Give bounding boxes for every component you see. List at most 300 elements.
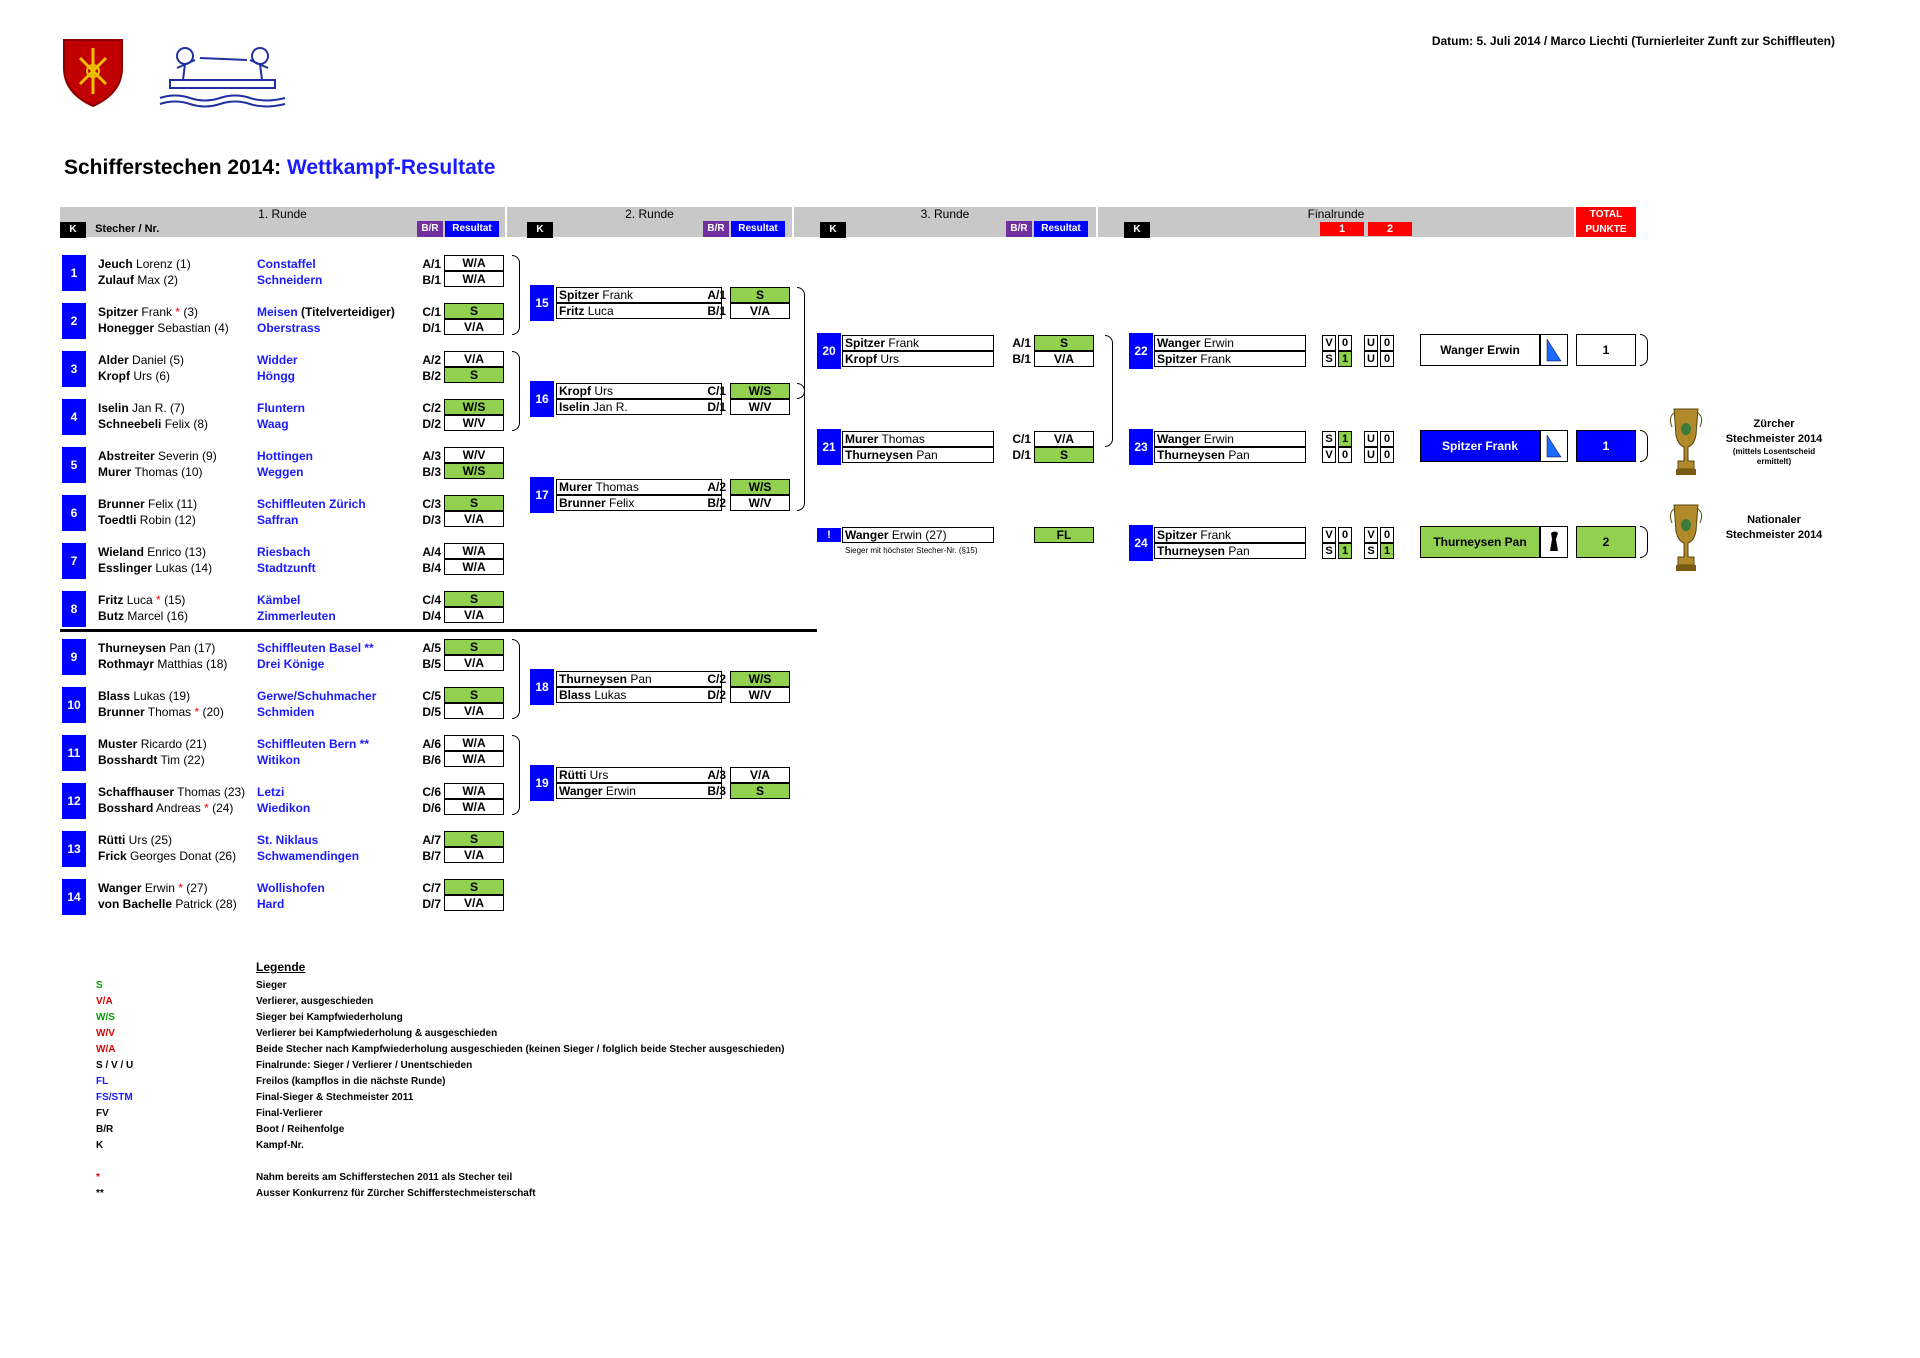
fencer-lastname: Rothmayr bbox=[98, 657, 155, 671]
legend-code: B/R bbox=[96, 1124, 114, 1135]
legend-desc: Freilos (kampflos in die nächste Runde) bbox=[256, 1076, 446, 1087]
result-cell: W/A bbox=[444, 559, 504, 575]
fencer-lastname: Blass bbox=[559, 688, 592, 702]
fencer-lastname: Toedtli bbox=[98, 513, 137, 527]
fencer-2 bbox=[98, 848, 236, 864]
fencer-firstname: Patrick (28) bbox=[175, 897, 237, 911]
fencer-lastname: Brunner bbox=[98, 705, 145, 719]
boat-position: D/1 bbox=[1012, 448, 1031, 462]
result-cell: S bbox=[444, 303, 504, 319]
guild-shield-logo bbox=[62, 38, 124, 108]
fencer-firstname: Lorenz (1) bbox=[136, 257, 191, 271]
result-cell: V/A bbox=[444, 511, 504, 527]
header-total: TOTAL PUNKTE bbox=[1576, 207, 1636, 237]
score-cell: 0 bbox=[1338, 447, 1352, 463]
boat-position: D/1 bbox=[422, 321, 441, 335]
final-winner: Spitzer Frank bbox=[1420, 430, 1540, 462]
fencer-2 bbox=[98, 416, 208, 432]
fencer-firstname: Urs bbox=[880, 352, 900, 366]
boat-position: D/2 bbox=[422, 417, 441, 431]
fencer-1 bbox=[1154, 527, 1306, 543]
result-cell: S bbox=[730, 783, 790, 799]
fencer-firstname: Thomas bbox=[147, 705, 192, 719]
fencer-2 bbox=[98, 656, 227, 672]
fencer-lastname: Blass bbox=[98, 689, 131, 703]
result-cell: V/A bbox=[444, 895, 504, 911]
score-cell: 1 bbox=[1338, 543, 1352, 559]
legend-desc: Final-Verlierer bbox=[256, 1108, 323, 1119]
fencer-firstname: Andreas bbox=[156, 801, 201, 815]
club-name: Schiffleuten Bern ** bbox=[257, 737, 370, 751]
result-cell: V/A bbox=[730, 767, 790, 783]
fencer-2 bbox=[98, 704, 224, 720]
page-title: Schifferstechen 2014: Wettkampf-Resultate bbox=[64, 156, 496, 179]
champion-title: Zürcher Stechmeister 2014 (mittels Losentscheid ermittelt) bbox=[1725, 418, 1823, 466]
legend-code: K bbox=[96, 1140, 104, 1151]
match-number: 5 bbox=[62, 447, 86, 483]
fencer-firstname: Luca bbox=[587, 304, 614, 318]
match-number: 17 bbox=[530, 477, 554, 513]
fencer-firstname: Jan R. bbox=[593, 400, 628, 414]
score-cell: U bbox=[1364, 447, 1378, 463]
fencer-firstname: Frank bbox=[888, 336, 920, 350]
fencer-lastname: Bosshard bbox=[98, 801, 154, 815]
result-cell: V/A bbox=[444, 655, 504, 671]
fencer-number: (15) bbox=[164, 593, 186, 607]
match-number: 12 bbox=[62, 783, 86, 819]
fencer-lastname: Wanger bbox=[1157, 336, 1201, 350]
fencer-number: (20) bbox=[202, 705, 224, 719]
club-2: Zimmerleuten bbox=[257, 609, 336, 623]
fencer-firstname: Lukas (14) bbox=[155, 561, 213, 575]
club-1 bbox=[257, 736, 369, 752]
boat-position: A/1 bbox=[707, 288, 726, 302]
lions-jousting-logo bbox=[155, 38, 290, 108]
match-number: 16 bbox=[530, 381, 554, 417]
group-divider bbox=[60, 629, 817, 632]
boat-position: B/7 bbox=[422, 849, 441, 863]
match-number: 19 bbox=[530, 765, 554, 801]
trophy-icon bbox=[1668, 405, 1704, 477]
boat-position: B/3 bbox=[707, 784, 726, 798]
boat-position: A/7 bbox=[422, 833, 441, 847]
bye-marker: ! bbox=[817, 528, 841, 542]
fencer-firstname: Robin (12) bbox=[139, 513, 196, 527]
fencer-lastname: Schaffhauser bbox=[98, 785, 175, 799]
boat-position: A/1 bbox=[1012, 336, 1031, 350]
match-number: 4 bbox=[62, 399, 86, 435]
boat-position: A/1 bbox=[422, 257, 441, 271]
result-cell: S bbox=[444, 639, 504, 655]
fencer-1 bbox=[98, 784, 245, 800]
result-cell: W/A bbox=[444, 255, 504, 271]
fencer-lastname: Wanger bbox=[559, 784, 603, 798]
fencer-firstname: Urs (6) bbox=[133, 369, 171, 383]
total-points: 1 bbox=[1576, 334, 1636, 366]
boat-position: A/3 bbox=[422, 449, 441, 463]
fencer-firstname: Urs (25) bbox=[128, 833, 173, 847]
fencer-lastname: Murer bbox=[845, 432, 879, 446]
club-2: Höngg bbox=[257, 369, 295, 383]
match-number: 21 bbox=[817, 429, 841, 465]
boat-position: C/1 bbox=[707, 384, 726, 398]
club-name: Gerwe/Schuhmacher bbox=[257, 689, 377, 703]
club-name: Fluntern bbox=[257, 401, 305, 415]
match-number: 11 bbox=[62, 735, 86, 771]
fencer-firstname: Frank bbox=[1200, 352, 1232, 366]
champion-title: Nationaler Stechmeister 2014 bbox=[1725, 514, 1823, 541]
fencer-firstname: Tim (22) bbox=[160, 753, 205, 767]
match-number: 13 bbox=[62, 831, 86, 867]
boat-position: A/2 bbox=[422, 353, 441, 367]
fencer-2 bbox=[98, 560, 212, 576]
final-winner: Wanger Erwin bbox=[1420, 334, 1540, 366]
fencer-lastname: Jeuch bbox=[98, 257, 133, 271]
result-cell: S bbox=[444, 831, 504, 847]
match-number: 23 bbox=[1129, 429, 1153, 465]
result-cell: W/A bbox=[444, 783, 504, 799]
score-cell: 0 bbox=[1380, 447, 1394, 463]
fencer-lastname: Thurneysen bbox=[98, 641, 167, 655]
fencer-lastname: Abstreiter bbox=[98, 449, 155, 463]
score-cell: V bbox=[1322, 335, 1336, 351]
fencer-firstname: Luca bbox=[126, 593, 153, 607]
fencer-lastname: Spitzer bbox=[1157, 352, 1198, 366]
fencer-2 bbox=[98, 512, 196, 528]
total-points: 1 bbox=[1576, 430, 1636, 462]
score-cell: U bbox=[1364, 335, 1378, 351]
club-name: Letzi bbox=[257, 785, 285, 799]
score-cell: 1 bbox=[1338, 351, 1352, 367]
fencer-1 bbox=[556, 479, 722, 495]
legend-code: S / V / U bbox=[96, 1060, 134, 1071]
boat-position: C/1 bbox=[422, 305, 441, 319]
fencer-firstname: Felix (11) bbox=[148, 497, 198, 511]
header-runde1: 1. Runde bbox=[60, 207, 505, 221]
club-name: Kämbel bbox=[257, 593, 301, 607]
fencer-2 bbox=[98, 752, 205, 768]
club-2: Waag bbox=[257, 417, 289, 431]
fencer-firstname: Thomas bbox=[595, 480, 639, 494]
fencer-lastname: Kropf bbox=[845, 352, 877, 366]
club-1 bbox=[257, 832, 318, 848]
fencer-lastname: Fritz bbox=[559, 304, 585, 318]
boat-position: D/2 bbox=[707, 688, 726, 702]
fencer-firstname: Pan bbox=[630, 672, 652, 686]
result-cell: W/V bbox=[730, 495, 790, 511]
result-cell: FL bbox=[1034, 527, 1094, 543]
boat-position: C/2 bbox=[707, 672, 726, 686]
club-1 bbox=[257, 448, 313, 464]
result-cell: W/A bbox=[444, 751, 504, 767]
legend-desc: Verlierer, ausgeschieden bbox=[256, 996, 374, 1007]
boat-position: A/5 bbox=[422, 641, 441, 655]
fencer-2 bbox=[98, 800, 233, 816]
boat-position: D/6 bbox=[422, 801, 441, 815]
bracket-brace bbox=[1640, 334, 1648, 366]
bracket-brace bbox=[1105, 335, 1113, 447]
match-number: 15 bbox=[530, 285, 554, 321]
result-cell: S bbox=[1034, 447, 1094, 463]
boat-position: C/3 bbox=[422, 497, 441, 511]
fencer-lastname: Frick bbox=[98, 849, 127, 863]
score-cell: 0 bbox=[1380, 335, 1394, 351]
boat-position: B/3 bbox=[422, 465, 441, 479]
bracket-brace bbox=[512, 255, 520, 335]
score-cell: 1 bbox=[1380, 543, 1394, 559]
match-number: 6 bbox=[62, 495, 86, 531]
fencer-firstname: Ricardo (21) bbox=[140, 737, 207, 751]
fencer-1 bbox=[556, 383, 722, 399]
fencer-1 bbox=[98, 880, 208, 896]
fencer-lastname: Schneebeli bbox=[98, 417, 162, 431]
fencer-1 bbox=[98, 736, 207, 752]
final-winner: Thurneysen Pan bbox=[1420, 526, 1540, 558]
legend-code: FS/STM bbox=[96, 1092, 133, 1103]
fencer-1 bbox=[556, 767, 722, 783]
fencer-2 bbox=[98, 272, 178, 288]
club-name: Schiffleuten Zürich bbox=[257, 497, 366, 511]
legend-desc: Beide Stecher nach Kampfwiederholung ausgeschieden (keinen Sieger / folglich beide Stecher ausgeschieden) bbox=[256, 1044, 785, 1055]
fencer-1 bbox=[842, 431, 994, 447]
club-1 bbox=[257, 256, 316, 272]
boat-position: C/5 bbox=[422, 689, 441, 703]
legend-code: FV bbox=[96, 1108, 109, 1119]
legend-code: W/S bbox=[96, 1012, 115, 1023]
fencer-lastname: Spitzer bbox=[1157, 528, 1198, 542]
fencer-firstname: Lukas bbox=[594, 688, 627, 702]
fencer-firstname: Erwin bbox=[1203, 432, 1234, 446]
fencer-1 bbox=[98, 496, 197, 512]
fencer-2 bbox=[98, 464, 203, 480]
boat-position: D/7 bbox=[422, 897, 441, 911]
fencer-lastname: Murer bbox=[98, 465, 132, 479]
match-number: 3 bbox=[62, 351, 86, 387]
fencer-1 bbox=[98, 448, 217, 464]
club-1 bbox=[257, 544, 310, 560]
fencer-firstname: Frank bbox=[602, 288, 634, 302]
club-name: Widder bbox=[257, 353, 298, 367]
score-cell: U bbox=[1364, 431, 1378, 447]
club-1 bbox=[257, 784, 284, 800]
result-cell: V/A bbox=[444, 847, 504, 863]
legend-code: W/A bbox=[96, 1044, 116, 1055]
fencer-lastname: Zulauf bbox=[98, 273, 134, 287]
fencer-firstname: Erwin bbox=[144, 881, 175, 895]
legend-title: Legende bbox=[256, 960, 306, 974]
fencer-firstname: Urs bbox=[594, 384, 614, 398]
fencer-1 bbox=[98, 688, 190, 704]
fencer-2 bbox=[556, 399, 722, 415]
fencer-firstname: Lukas (19) bbox=[133, 689, 191, 703]
boat-position: C/6 bbox=[422, 785, 441, 799]
club-name: Constaffel bbox=[257, 257, 316, 271]
result-cell: W/S bbox=[444, 399, 504, 415]
legend-code: * bbox=[96, 1172, 100, 1183]
fencer-2 bbox=[98, 320, 229, 336]
legend-code: V/A bbox=[96, 996, 113, 1007]
club-2: Schmiden bbox=[257, 705, 315, 719]
fencer-1 bbox=[556, 671, 722, 687]
bracket-brace bbox=[1640, 526, 1648, 558]
bracket-brace bbox=[512, 351, 520, 431]
boat-position: A/6 bbox=[422, 737, 441, 751]
boat-position: D/4 bbox=[422, 609, 441, 623]
boat-position: D/1 bbox=[707, 400, 726, 414]
fencer-2 bbox=[556, 687, 722, 703]
legend-code: ** bbox=[96, 1188, 104, 1199]
boat-position: A/3 bbox=[707, 768, 726, 782]
fencer-firstname: Max (2) bbox=[137, 273, 179, 287]
club-2: Schneidern bbox=[257, 273, 323, 287]
club-name: Wollishofen bbox=[257, 881, 325, 895]
fencer-firstname: Pan bbox=[1228, 448, 1250, 462]
fencer-1 bbox=[98, 256, 191, 272]
fencer-1 bbox=[98, 544, 206, 560]
fencer-lastname: Muster bbox=[98, 737, 138, 751]
club-1 bbox=[257, 496, 366, 512]
fencer-firstname: Georges Donat (26) bbox=[130, 849, 237, 863]
fencer-1 bbox=[556, 287, 722, 303]
result-cell: V/A bbox=[444, 703, 504, 719]
fencer-2 bbox=[98, 896, 237, 912]
legend-desc: Verlierer bei Kampfwiederholung & ausgeschieden bbox=[256, 1028, 498, 1039]
fencer-lastname: Wanger bbox=[845, 528, 889, 542]
result-cell: W/S bbox=[444, 463, 504, 479]
result-cell: S bbox=[444, 687, 504, 703]
result-cell: S bbox=[444, 591, 504, 607]
fencer-firstname: Marcel (16) bbox=[127, 609, 189, 623]
legend-desc: Sieger bei Kampfwiederholung bbox=[256, 1012, 403, 1023]
fencer-2 bbox=[1154, 543, 1306, 559]
club-2: Saffran bbox=[257, 513, 299, 527]
fencer-1 bbox=[1154, 431, 1306, 447]
fencer-lastname: Spitzer bbox=[98, 305, 139, 319]
boat-position: B/2 bbox=[422, 369, 441, 383]
veteran-mark: * bbox=[200, 801, 213, 815]
fencer-lastname: Wanger bbox=[1157, 432, 1201, 446]
club-2: Weggen bbox=[257, 465, 304, 479]
fencer-lastname: Thurneysen bbox=[1157, 544, 1226, 558]
veteran-mark: * bbox=[172, 305, 184, 319]
fencer-number: (24) bbox=[212, 801, 234, 815]
club-2: Schwamendingen bbox=[257, 849, 360, 863]
legend-code: S bbox=[96, 980, 103, 991]
score-cell: 0 bbox=[1338, 335, 1352, 351]
zurich-flag-icon bbox=[1540, 430, 1568, 462]
result-cell: W/V bbox=[444, 447, 504, 463]
fencer-2 bbox=[556, 495, 722, 511]
subheader-runde1: K Stecher / Nr. B/R Resultat bbox=[60, 221, 505, 237]
fencer-lastname: Butz bbox=[98, 609, 124, 623]
score-cell: 0 bbox=[1380, 527, 1394, 543]
match-number: 7 bbox=[62, 543, 86, 579]
club-name: Hottingen bbox=[257, 449, 313, 463]
boat-position: B/1 bbox=[1012, 352, 1031, 366]
fencer-firstname: Pan (17) bbox=[169, 641, 216, 655]
match-number: 8 bbox=[62, 591, 86, 627]
legend-desc: Sieger bbox=[256, 980, 287, 991]
header-finalrunde: Finalrunde bbox=[1098, 207, 1574, 221]
date-line: Datum: 5. Juli 2014 / Marco Liechti (Turnierleiter Zunft zur Schiffleuten) bbox=[1431, 34, 1835, 48]
score-cell: 0 bbox=[1380, 431, 1394, 447]
result-cell: S bbox=[444, 879, 504, 895]
result-cell: W/A bbox=[444, 735, 504, 751]
fencer-1 bbox=[98, 352, 184, 368]
legend-desc: Nahm bereits am Schifferstechen 2011 als Stecher teil bbox=[256, 1172, 513, 1183]
result-cell: W/V bbox=[730, 687, 790, 703]
result-cell: S bbox=[1034, 335, 1094, 351]
result-cell: S bbox=[730, 287, 790, 303]
fencer-firstname: Frank bbox=[141, 305, 173, 319]
boat-position: A/2 bbox=[707, 480, 726, 494]
legend-desc: Ausser Konkurrenz für Zürcher Schifferstechmeisterschaft bbox=[256, 1188, 536, 1199]
legend-desc: Boot / Reihenfolge bbox=[256, 1124, 345, 1135]
boat-position: B/4 bbox=[422, 561, 441, 575]
match-number: 22 bbox=[1129, 333, 1153, 369]
fencer-number: (3) bbox=[183, 305, 199, 319]
club-2: Witikon bbox=[257, 753, 301, 767]
bye-note: Sieger mit höchster Stecher-Nr. (§15) bbox=[845, 546, 978, 555]
fencer-1 bbox=[98, 640, 215, 656]
fencer-firstname: Daniel (5) bbox=[132, 353, 185, 367]
fencer-2 bbox=[556, 303, 722, 319]
fencer-lastname: Iselin bbox=[559, 400, 590, 414]
club-2: Drei Könige bbox=[257, 657, 325, 671]
fencer-lastname: Alder bbox=[98, 353, 129, 367]
match-number: 2 bbox=[62, 303, 86, 339]
veteran-mark: * bbox=[152, 593, 165, 607]
result-cell: V/A bbox=[444, 319, 504, 335]
result-cell: V/A bbox=[444, 607, 504, 623]
fencer-1 bbox=[98, 832, 172, 848]
club-1 bbox=[257, 304, 395, 320]
subheader-runde3: K B/R Resultat bbox=[794, 221, 1096, 237]
fencer-1 bbox=[98, 592, 185, 608]
match-number: 14 bbox=[62, 879, 86, 915]
club-1 bbox=[257, 880, 325, 896]
bracket-brace bbox=[1640, 430, 1648, 462]
result-cell: W/A bbox=[444, 799, 504, 815]
score-cell: 0 bbox=[1380, 351, 1394, 367]
club-note: (Titelverteidiger) bbox=[297, 305, 395, 319]
veteran-mark: * bbox=[191, 705, 203, 719]
score-cell: V bbox=[1322, 527, 1336, 543]
fencer-lastname: Brunner bbox=[98, 497, 145, 511]
fencer-lastname: Kropf bbox=[98, 369, 130, 383]
fencer-firstname: Erwin (27) bbox=[891, 528, 947, 542]
header-runde2: 2. Runde bbox=[507, 207, 792, 221]
fencer-firstname: Matthias (18) bbox=[157, 657, 228, 671]
match-number: 1 bbox=[62, 255, 86, 291]
subheader-runde2: K B/R Resultat bbox=[507, 221, 792, 237]
legend-desc: Kampf-Nr. bbox=[256, 1140, 304, 1151]
fencer-lastname: Rütti bbox=[98, 833, 126, 847]
boat-position: C/2 bbox=[422, 401, 441, 415]
fencer-lastname: Iselin bbox=[98, 401, 129, 415]
fencer-lastname: Thurneysen bbox=[559, 672, 628, 686]
score-cell: V bbox=[1364, 527, 1378, 543]
result-cell: W/S bbox=[730, 383, 790, 399]
boat-position: D/5 bbox=[422, 705, 441, 719]
fencer-firstname: Pan bbox=[1228, 544, 1250, 558]
club-2: Hard bbox=[257, 897, 285, 911]
score-cell: 1 bbox=[1338, 431, 1352, 447]
boat-position: B/6 bbox=[422, 753, 441, 767]
fencer-number: (27) bbox=[186, 881, 208, 895]
fencer-2 bbox=[842, 351, 994, 367]
fencer-2 bbox=[1154, 351, 1306, 367]
